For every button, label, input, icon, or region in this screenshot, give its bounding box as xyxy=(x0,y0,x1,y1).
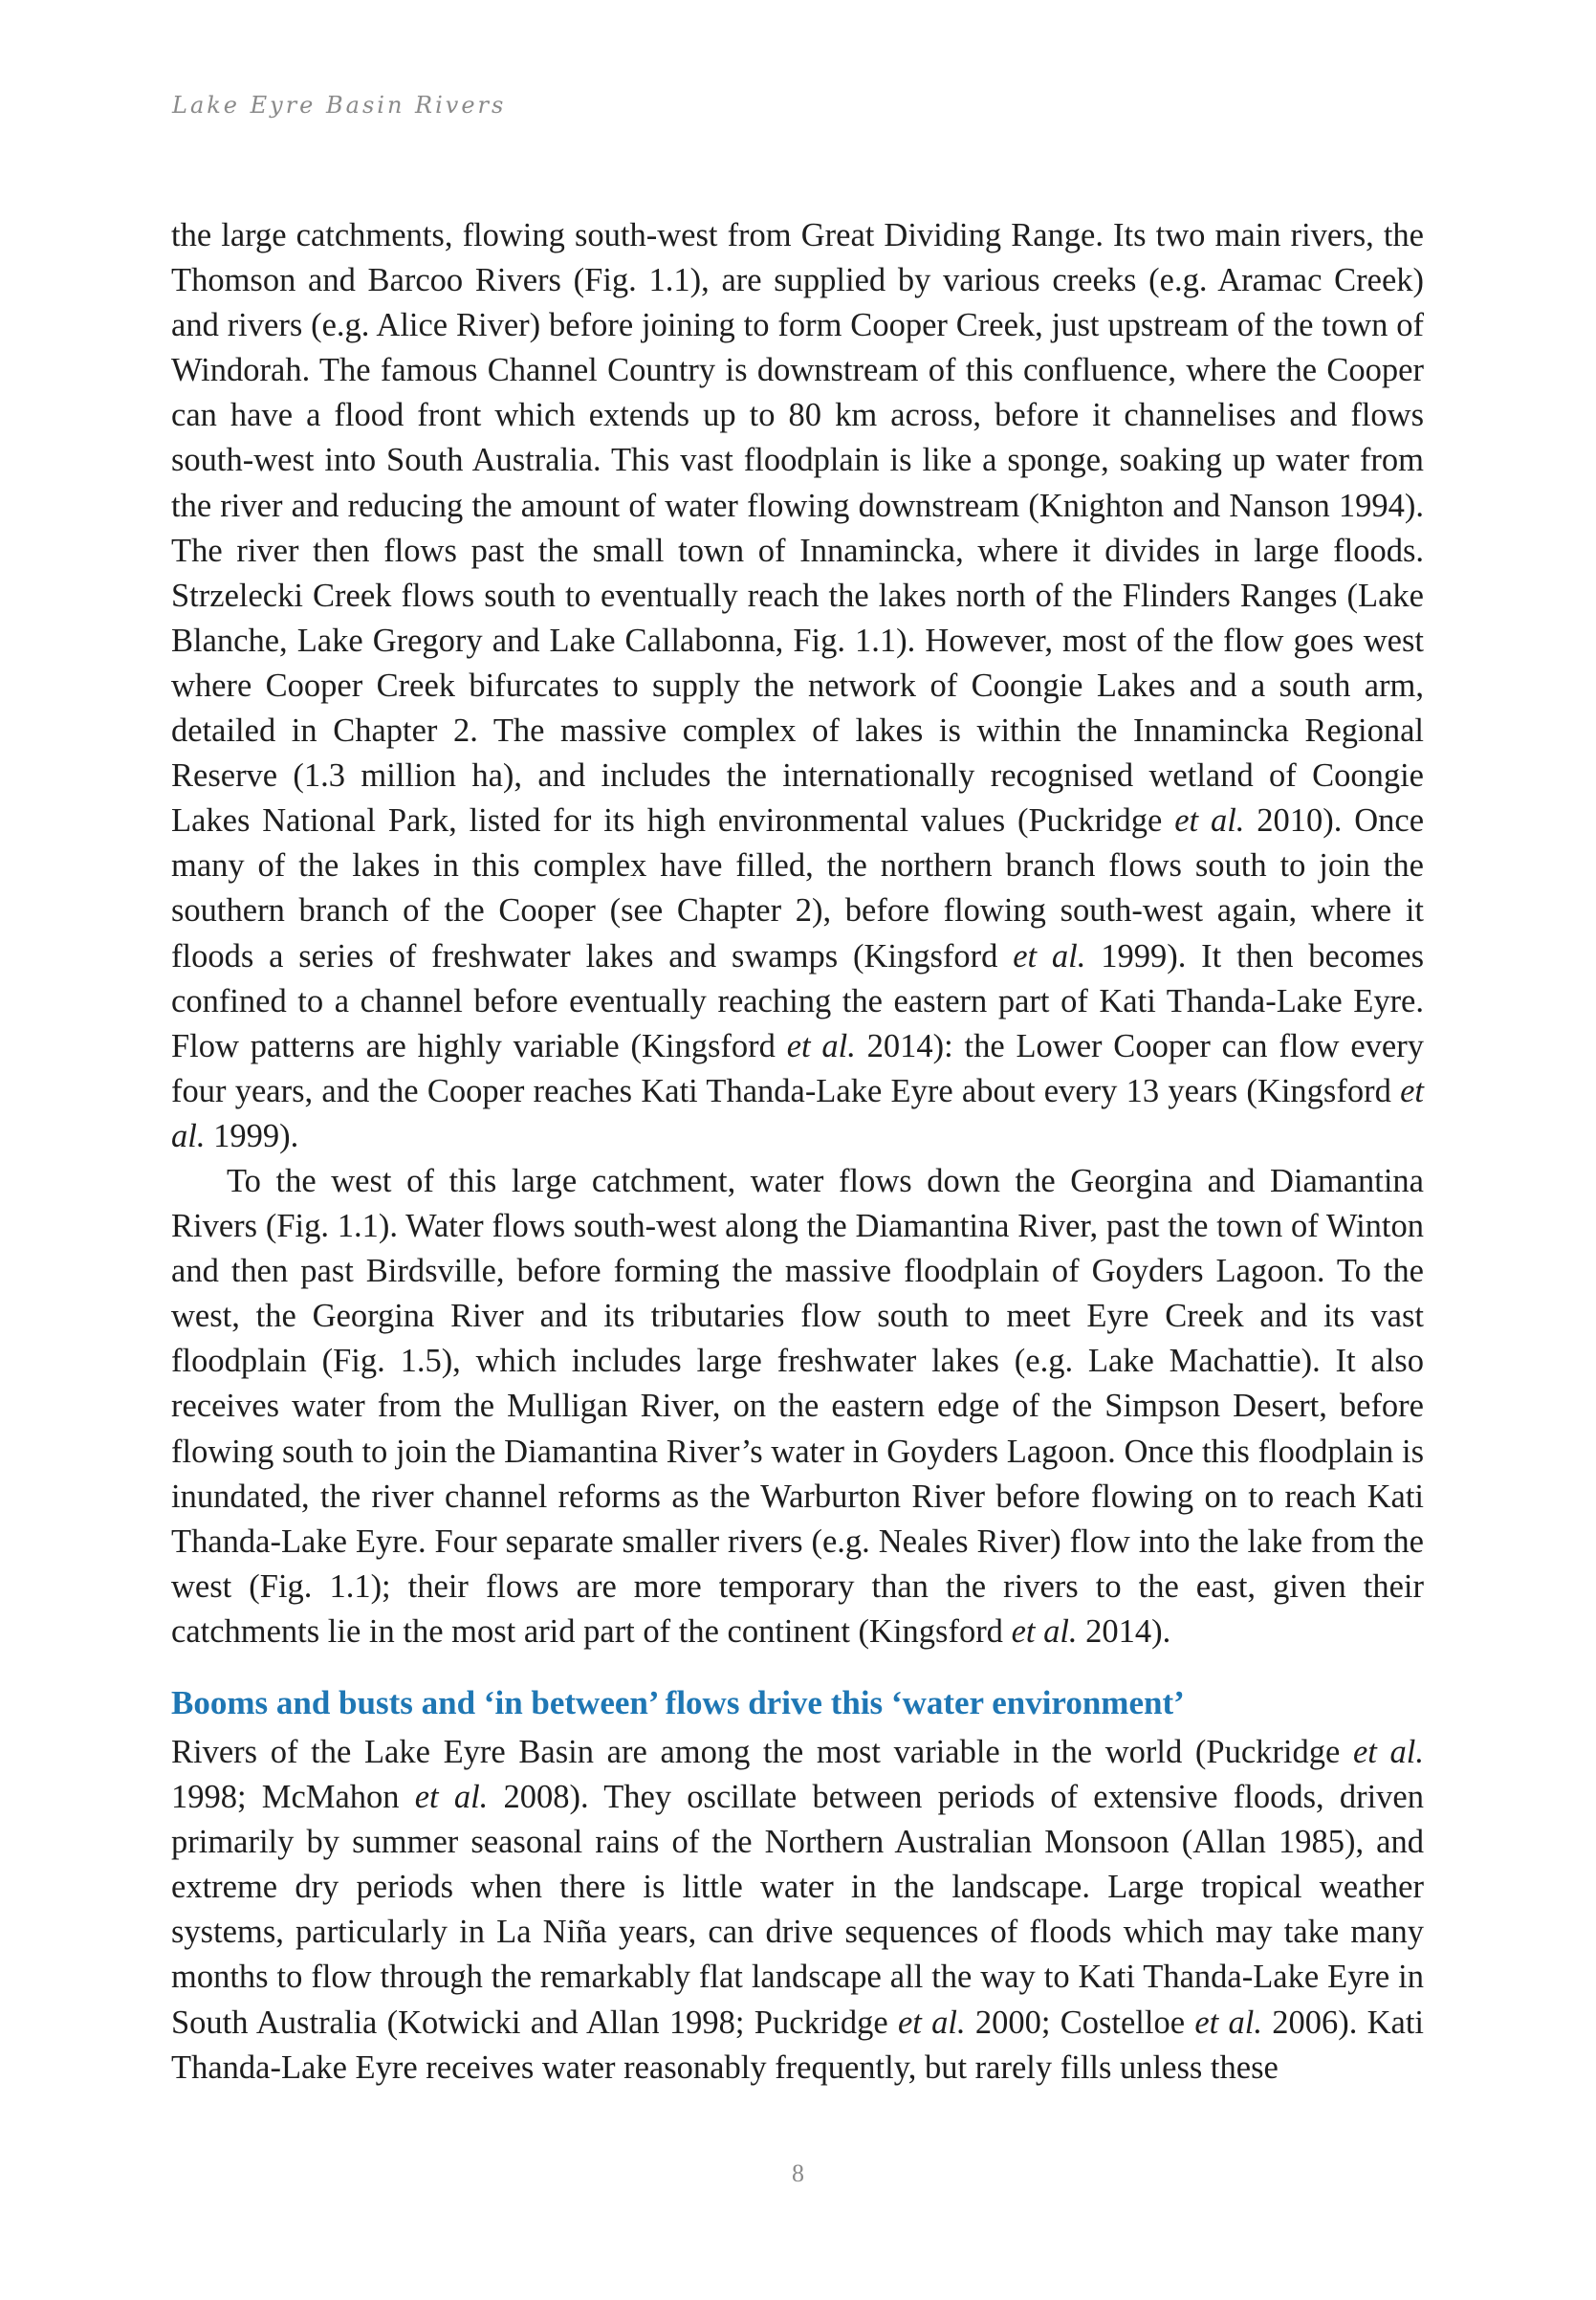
body-paragraph-1 xyxy=(171,213,1424,1159)
body-text xyxy=(171,213,1424,2091)
italic-et-al: et al. xyxy=(786,1027,856,1064)
italic-et-al: et al. xyxy=(1013,937,1086,975)
paragraph-text: To the west of this large catchment, water flows down the Georgina and Diamantina Rivers (Fig. 1.1). Water flows south-west along the Diamantina River, past the town of Winton and then past Birdsville, before forming the massive floodplain of Goyders Lagoon. To the west, the Georgina River and its tributaries flow south to meet Eyre Creek and its vast floodplain (Fig. 1.5), which includes large freshwater lakes (e.g. Lake Machattie). It also receives water from the Mulligan River, on the eastern edge of the Simpson Desert, before flowing south to join the Diamantina River’s water in Goyders Lagoon. Once this floodplain is inundated, the river channel reforms as the Warburton River before flowing on to reach Kati Thanda-Lake Eyre. Four separate smaller rivers (e.g. Neales River) flow into the lake from the west (Fig. 1.1); their flows are more temporary than the rivers to the east, given their catchments lie in the most arid part of the continent (Kingsford xyxy=(171,1162,1424,1650)
paragraph-text: 2010). Once many of the lakes in this complex have filled, the northern branch flows south to join the southern branch of the Cooper (see Chapter 2), before flowing south-west again, where it floods a series of freshwater lakes and swamps (Kingsford xyxy=(171,802,1425,975)
paragraph-text: 2014): the Lower Cooper can flow every four years, and the Cooper reaches Kati Thanda-Lake Eyre about every 13 years (Kingsford xyxy=(171,1027,1424,1109)
italic-et-al: et al. xyxy=(1194,2004,1262,2041)
italic-et-al: et al. xyxy=(897,2004,966,2041)
italic-et-al: et al. xyxy=(1011,1612,1078,1650)
italic-et-al: et al. xyxy=(1352,1734,1425,1770)
body-paragraph-3 xyxy=(171,1730,1424,2091)
running-head-title: Lake Eyre Basin Rivers xyxy=(172,92,507,119)
italic-et-al: et al. xyxy=(171,1072,1424,1154)
paragraph-text: 2008). They oscillate between periods of extensive floods, driven primarily by summer seasonal rains of the Northern Australian Monsoon (Allan 1985), and extreme dry periods when there is little water in the landscape. Large tropical weather systems, particularly in La Niña years, can drive sequences of floods which may take many months to flow through the remarkably flat landscape all the way to Kati Thanda-Lake Eyre in South Australia (Kotwicki and Allan 1998; Puckridge xyxy=(171,1779,1424,2041)
paragraph-text: Rivers of the Lake Eyre Basin are among the most variable in the world (Puckridge xyxy=(171,1734,1353,1770)
section-heading: Booms and busts and ‘in between’ flows drive this ‘water environment’ xyxy=(171,1684,1185,1721)
body-paragraph-2 xyxy=(171,1159,1424,1654)
paragraph-text: 2006). Kati Thanda-Lake Eyre receives water reasonably frequently, but rarely fills unless these xyxy=(171,2004,1425,2086)
paragraph-text: 1999). xyxy=(205,1117,299,1154)
paragraph-text: 2000; Costelloe xyxy=(965,2004,1195,2041)
italic-et-al: et al. xyxy=(1174,802,1245,840)
page-number: 8 xyxy=(792,2159,804,2187)
italic-et-al: et al. xyxy=(414,1779,489,1816)
paragraph-text: 1999). It then becomes confined to a channel before eventually reaching the eastern part of Kati Thanda-Lake Eyre. Flow patterns are highly variable (Kingsford xyxy=(171,937,1425,1064)
paragraph-text: 2014). xyxy=(1077,1612,1171,1650)
paragraph-text: 1998; McMahon xyxy=(171,1779,415,1816)
paragraph-text: the large catchments, flowing south-west from Great Dividing Range. Its two main rivers, the Thomson and Barcoo Rivers (Fig. 1.1), are supplied by various creeks (e.g. Aramac Creek) and rivers (e.g. Alice River) before joining to form Cooper Creek, just upstream of the town of Windorah. The famous Channel Country is downstream of this confluence, where the Cooper can have a flood front which extends up to 80 km across, before it channelises and flows south-west into South Australia. This vast floodplain is like a sponge, soaking up water from the river and reducing the amount of water flowing downstream (Knighton and Nanson 1994). The river then flows past the small town of Innamincka, where it divides in large floods. Strzelecki Creek flows south to eventually reach the lakes north of the Flinders Ranges (Lake Blanche, Lake Gregory and Lake Callabonna, Fig. 1.1). However, most of the flow goes west where Cooper Creek bifurcates to supply the network of Coongie Lakes and a south arm, detailed in Chapter 2. The massive complex of lakes is within the Innamincka Regional Reserve (1.3 million ha), and includes the internationally recognised wetland of Coongie Lakes National Park, listed for its high environmental values (Puckridge xyxy=(171,217,1424,840)
